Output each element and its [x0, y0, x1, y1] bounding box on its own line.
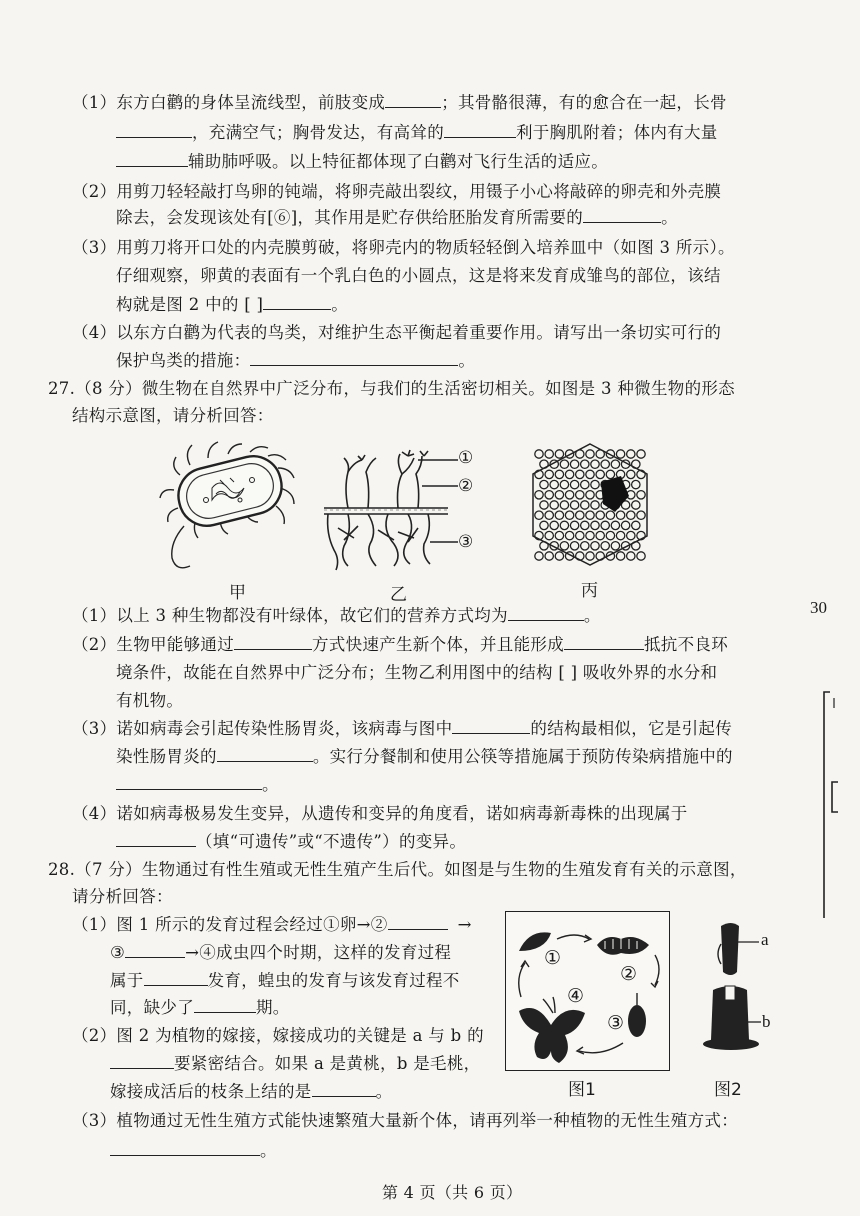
q27-header-line1: 27.（8 分）微生物在自然界中广泛分布，与我们的生活密切相关。如图是 3 种微生物的形态 [48, 379, 735, 398]
q28-p1-line4: 同，缺少了 期。 [110, 998, 290, 1017]
q27-p2-line2: 境条件，故能在自然界中广泛分布；生物乙利用图中的结构 [ ] 吸收外界的水分和 [116, 663, 718, 682]
virus-capsomere [616, 552, 624, 560]
fungus-label-2: ② [458, 476, 474, 496]
graft-label-b: b [762, 1012, 771, 1031]
q26-p1-line1: （1）东方白鹳的身体呈流线型，前肢变成 ；其骨骼很薄，有的愈合在一起，长骨 [72, 93, 727, 112]
q26-p2-line1: （2）用剪刀轻轻敲打鸟卵的钝端，将卵壳敲出裂纹，用镊子小心将敲碎的卵壳和外壳膜 [72, 182, 722, 201]
q28-header-line2: 请分析回答： [72, 887, 173, 906]
q26-p1-line3: 辅助肺呼吸。以上特征都体现了白鹳对飞行生活的适应。 [116, 151, 608, 173]
fungus-label-3: ③ [458, 532, 474, 552]
q26-p1-line2: ，充满空气；胸骨发达，有高耸的 利于胸肌附着；体内有大量 [116, 122, 718, 144]
q27-p3-line2: 染性肠胃炎的 。实行分餐制和使用公筷等措施属于预防传染病措施中的 [116, 747, 733, 766]
stage-label-2: ② [620, 963, 638, 985]
graft-label-a: a [761, 930, 769, 949]
q27-p1: （1）以上 3 种生物都没有叶绿体，故它们的营养方式均为 。 [72, 606, 601, 625]
figure1-caption: 图1 [568, 1080, 596, 1100]
q27-p4-line2: （填“可遗传”或“不遗传”）的变异。 [116, 831, 466, 853]
q28-p3-line2: 。 [110, 1140, 277, 1162]
q26-p2-line2: 除去，会发现该处有[⑥]，其作用是贮存供给胚胎发育所需要的 。 [116, 208, 678, 227]
virus-capsomere [555, 552, 563, 560]
q28-p2-line3: 嫁接成活后的枝条上结的是 。 [110, 1082, 393, 1101]
fig-label-yi: 乙 [390, 585, 407, 605]
virus-capsomere [540, 460, 548, 468]
figure2-caption: 图2 [714, 1080, 742, 1100]
fig-label-jia: 甲 [229, 583, 246, 603]
q28-p1-line2: ③ →④成虫四个时期，这样的发育过程 [110, 943, 452, 962]
fungus-label-1: ① [458, 448, 474, 468]
virus-capsomere [637, 552, 645, 560]
q28-p3-line1: （3）植物通过无性生殖方式能快速繁殖大量新个体，请再列举一种植物的无性生殖方式： [72, 1111, 738, 1130]
q27-p4-line1: （4）诺如病毒极易发生变异，从遗传和变异的角度看，诺如病毒新毒株的出现属于 [72, 804, 688, 823]
q27-header-line2: 结构示意图，请分析回答： [72, 406, 274, 425]
virus-capsomere [545, 552, 553, 560]
virus-capsomere [616, 450, 624, 458]
q26-p3-line3: 构就是图 2 中的 [ ] 。 [116, 295, 349, 314]
virus-capsomere [627, 552, 635, 560]
virus-capsomere [540, 542, 548, 550]
q26-p3-line1: （3）用剪刀将开口处的内壳膜剪破，将卵壳内的物质轻轻倒入培养皿中（如图 3 所示）。 [72, 238, 735, 257]
q27-p2-line1: （2）生物甲能够通过 方式快速产生新个体，并且能形成 抵抗不良环 [72, 635, 728, 654]
stage-label-1: ① [544, 947, 562, 969]
stage-label-3: ③ [607, 1012, 625, 1034]
q27-p2-line3: 有机物。 [116, 691, 184, 710]
q27-p3-line3: 。 [116, 774, 279, 796]
q26-p4-line1: （4）以东方白鹳为代表的鸟类，对维护生态平衡起着重要作用。请写出一条切实可行的 [72, 323, 722, 342]
page-footer: 第 4 页（共 6 页） [382, 1183, 523, 1202]
stage-label-4: ④ [567, 985, 585, 1007]
virus-capsomere [632, 460, 640, 468]
q28-p1-line3: 属于 发育，蝗虫的发育与该发育过程不 [110, 971, 460, 990]
margin-bracket [818, 690, 860, 920]
q28-p2-line2: 要紧密结合。如果 a 是黄桃，b 是毛桃， [110, 1053, 480, 1075]
virus-capsomere [535, 552, 543, 560]
virus-capsomere [545, 450, 553, 458]
bacterium-figure [160, 440, 300, 575]
virus-capsomere [627, 450, 635, 458]
virus-figure [525, 442, 655, 567]
q27-p3-line1: （3）诺如病毒会引起传染性肠胃炎，该病毒与图中 的结构最相似，它是引起传 [72, 719, 733, 738]
q26-p3-line2: 仔细观察，卵黄的表面有一个乳白色的小圆点，这是将来发育成雏鸟的部位，该结 [116, 266, 721, 285]
virus-capsomere [555, 450, 563, 458]
virus-capsomere [632, 542, 640, 550]
side-page-number: 30 [810, 598, 827, 617]
grafting-figure [695, 920, 765, 1060]
q28-header-line1: 28.（7 分）生物通过有性生殖或无性生殖产生后代。如图是与生物的生殖发育有关的示意图， [48, 860, 747, 879]
virus-capsomere [637, 450, 645, 458]
q28-p1-line1: （1）图 1 所示的发育过程会经过①卵→② → [72, 915, 472, 934]
butterfly-lifecycle-figure [505, 911, 670, 1071]
fig-label-bing: 丙 [581, 581, 598, 601]
virus-capsomere [535, 450, 543, 458]
q28-p2-line1: （2）图 2 为植物的嫁接，嫁接成功的关键是 a 与 b 的 [72, 1026, 484, 1045]
q26-p4-line2: 保护鸟类的措施： 。 [116, 351, 476, 370]
